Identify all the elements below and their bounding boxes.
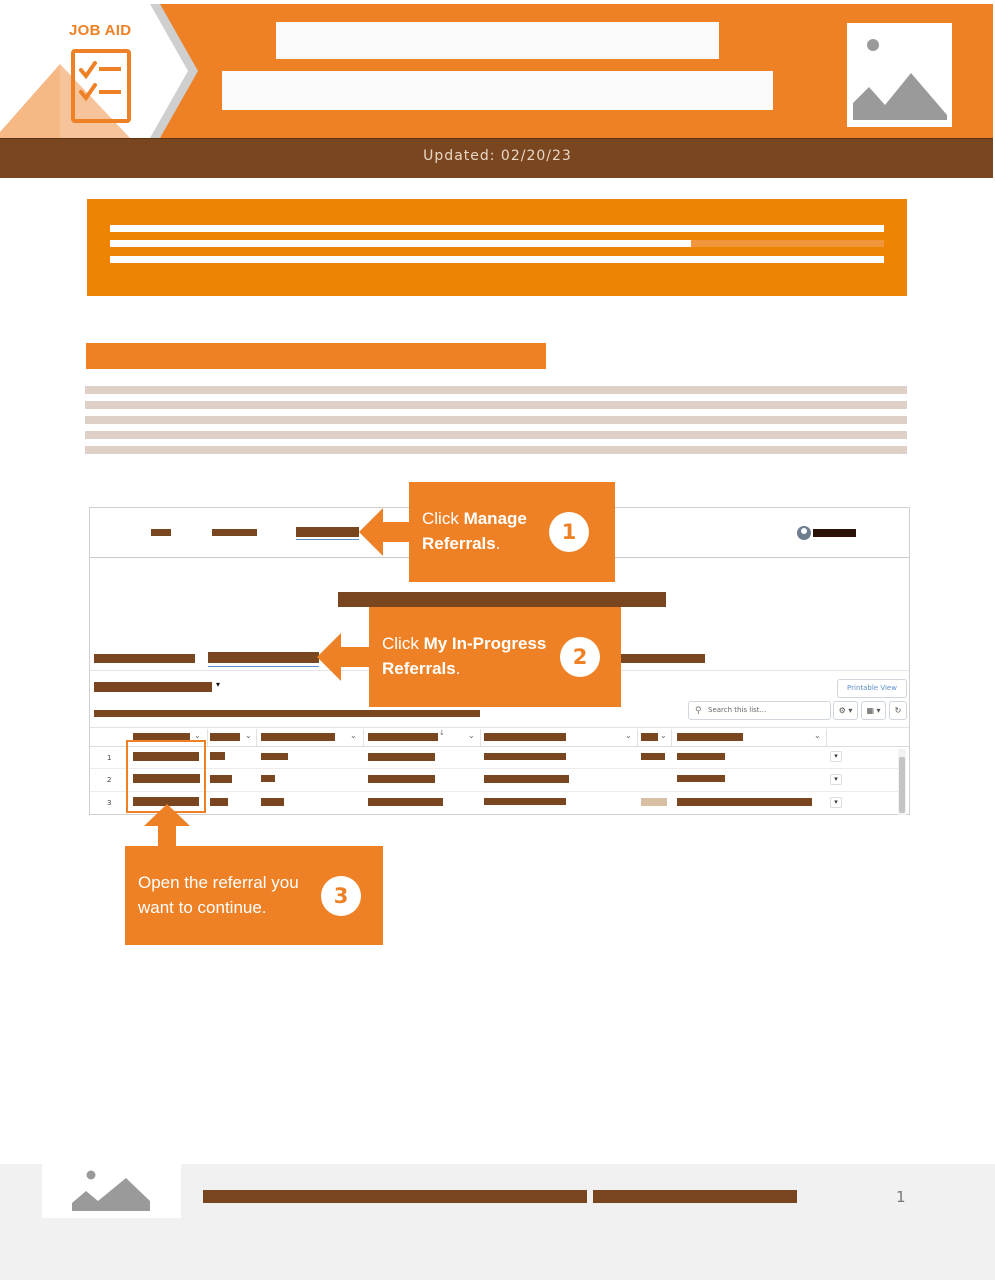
image-placeholder-icon xyxy=(42,1163,181,1218)
nav-item-redacted[interactable] xyxy=(151,529,171,536)
page-header xyxy=(0,0,995,178)
user-name-redacted[interactable] xyxy=(813,529,856,537)
printable-view-button[interactable]: Printable View xyxy=(837,679,907,698)
intro-box xyxy=(87,199,907,296)
callout-3-arrow xyxy=(144,804,190,848)
table-cell-redacted xyxy=(484,775,569,783)
table-cell-redacted xyxy=(261,753,288,760)
column-separator xyxy=(256,729,257,746)
display-as-button[interactable]: ▦ ▾ xyxy=(861,701,886,720)
table-cell-redacted xyxy=(641,753,665,760)
table-cell-redacted xyxy=(368,775,435,783)
table-scrollbar[interactable] xyxy=(898,749,906,815)
sort-arrow-icon[interactable]: ↓ xyxy=(439,729,445,737)
table-cell-redacted xyxy=(484,753,566,760)
row-action-dropdown[interactable]: ▾ xyxy=(830,774,842,785)
table-cell-redacted xyxy=(484,798,566,805)
column-separator xyxy=(207,729,208,746)
callout-1-suffix: . xyxy=(495,534,501,553)
column-header-redacted[interactable] xyxy=(641,733,658,741)
column-separator xyxy=(826,729,827,746)
settings-button[interactable]: ⚙ ▾ xyxy=(833,701,858,720)
search-icon: ⚲ xyxy=(695,705,702,715)
referral-highlight-box xyxy=(126,740,206,813)
search-input[interactable] xyxy=(688,701,831,720)
intro-redacted-line xyxy=(110,240,691,247)
table-cell-redacted xyxy=(677,775,725,782)
body-text-redacted xyxy=(85,446,907,454)
row-action-dropdown[interactable]: ▾ xyxy=(830,751,842,762)
page-number: 1 xyxy=(896,1188,906,1206)
body-text-redacted xyxy=(85,386,907,394)
row-number: 2 xyxy=(107,776,112,784)
column-separator xyxy=(480,729,481,746)
callout-3-line-2: want to continue. xyxy=(138,898,267,917)
column-header-redacted[interactable] xyxy=(484,733,566,741)
image-placeholder-icon xyxy=(847,23,952,127)
intro-redacted-line xyxy=(691,240,884,247)
table-cell-redacted xyxy=(210,752,225,760)
tab-redacted[interactable] xyxy=(621,654,705,663)
footer-logo-placeholder xyxy=(42,1163,181,1218)
chevron-down-icon[interactable]: ⌄ xyxy=(245,731,252,740)
table-cell-redacted xyxy=(261,775,275,782)
callout-2-bold: My In-Progress Referrals xyxy=(382,634,547,678)
scrollbar-thumb[interactable] xyxy=(899,757,905,813)
footer-text-redacted xyxy=(593,1190,797,1203)
updated-date: Updated: 02/20/23 xyxy=(423,148,572,164)
intro-redacted-line xyxy=(110,225,884,232)
callout-2-text xyxy=(382,631,562,681)
column-header-redacted[interactable] xyxy=(261,733,335,741)
section-heading-redacted xyxy=(86,343,546,369)
callout-2-arrow xyxy=(317,633,371,681)
tab-redacted[interactable] xyxy=(94,654,195,663)
body-text-redacted xyxy=(85,431,907,439)
callout-1-bold: Manage Referrals xyxy=(422,509,527,553)
nav-item-manage-referrals[interactable] xyxy=(296,527,359,537)
callout-1-prefix: Click xyxy=(422,509,464,528)
chevron-down-icon[interactable]: ⌄ xyxy=(194,731,201,740)
table-cell-redacted xyxy=(261,798,284,806)
nav-active-underline xyxy=(296,539,359,540)
header-logo-placeholder xyxy=(847,23,952,127)
callout-1-badge: 1 xyxy=(549,512,589,552)
chevron-down-icon[interactable]: ⌄ xyxy=(814,731,821,740)
tab-active-underline xyxy=(208,666,319,667)
list-view-name-redacted[interactable] xyxy=(94,682,212,692)
row-number: 3 xyxy=(107,799,112,807)
callout-3-text xyxy=(138,870,328,920)
callout-3-line-1: Open the referral you xyxy=(138,873,299,892)
footer-text-redacted xyxy=(203,1190,587,1203)
callout-2-suffix: . xyxy=(455,659,461,678)
table-cell-redacted xyxy=(677,798,812,806)
user-avatar-icon[interactable] xyxy=(797,526,811,540)
column-header-redacted[interactable] xyxy=(368,733,438,741)
callout-1-arrow xyxy=(359,508,411,556)
callout-2-badge: 2 xyxy=(560,637,600,677)
callout-2 xyxy=(369,607,621,707)
table-cell-redacted xyxy=(641,798,667,806)
intro-redacted-line xyxy=(110,256,884,263)
title-redacted-line-2 xyxy=(222,71,773,110)
table-cell-redacted xyxy=(210,775,232,783)
chevron-down-icon[interactable]: ⌄ xyxy=(350,731,357,740)
column-header-redacted[interactable] xyxy=(210,733,240,741)
nav-item-redacted[interactable] xyxy=(212,529,257,536)
checklist-icon xyxy=(70,48,132,124)
column-separator xyxy=(637,729,638,746)
row-divider xyxy=(90,791,900,792)
chevron-down-icon[interactable]: ⌄ xyxy=(660,731,667,740)
body-text-redacted xyxy=(85,416,907,424)
title-redacted-line-1 xyxy=(276,22,719,59)
row-number: 1 xyxy=(107,754,112,762)
callout-1-text xyxy=(422,506,554,556)
column-header-redacted[interactable] xyxy=(677,733,743,741)
body-text-redacted xyxy=(85,401,907,409)
callout-2-prefix: Click xyxy=(382,634,424,653)
chevron-down-icon[interactable]: ▾ xyxy=(216,680,221,689)
row-divider xyxy=(90,768,900,769)
table-cell-redacted xyxy=(677,753,725,760)
table-cell-redacted xyxy=(210,798,228,806)
search-placeholder: Search this list... xyxy=(708,706,767,714)
tab-my-in-progress-referrals[interactable] xyxy=(208,652,319,663)
callout-3-badge: 3 xyxy=(321,876,361,916)
chevron-down-icon[interactable]: ⌄ xyxy=(468,731,475,740)
callout-3 xyxy=(125,846,383,945)
job-aid-label: JOB AID xyxy=(69,22,132,39)
list-meta-redacted xyxy=(94,710,480,717)
refresh-icon[interactable]: ↻ xyxy=(889,701,907,720)
column-separator xyxy=(363,729,364,746)
chevron-down-icon[interactable]: ⌄ xyxy=(625,731,632,740)
table-cell-redacted xyxy=(368,798,443,806)
column-separator xyxy=(671,729,672,746)
row-action-dropdown[interactable]: ▾ xyxy=(830,797,842,808)
table-cell-redacted xyxy=(368,753,435,761)
page-title-redacted xyxy=(338,592,666,607)
callout-1 xyxy=(409,482,615,582)
